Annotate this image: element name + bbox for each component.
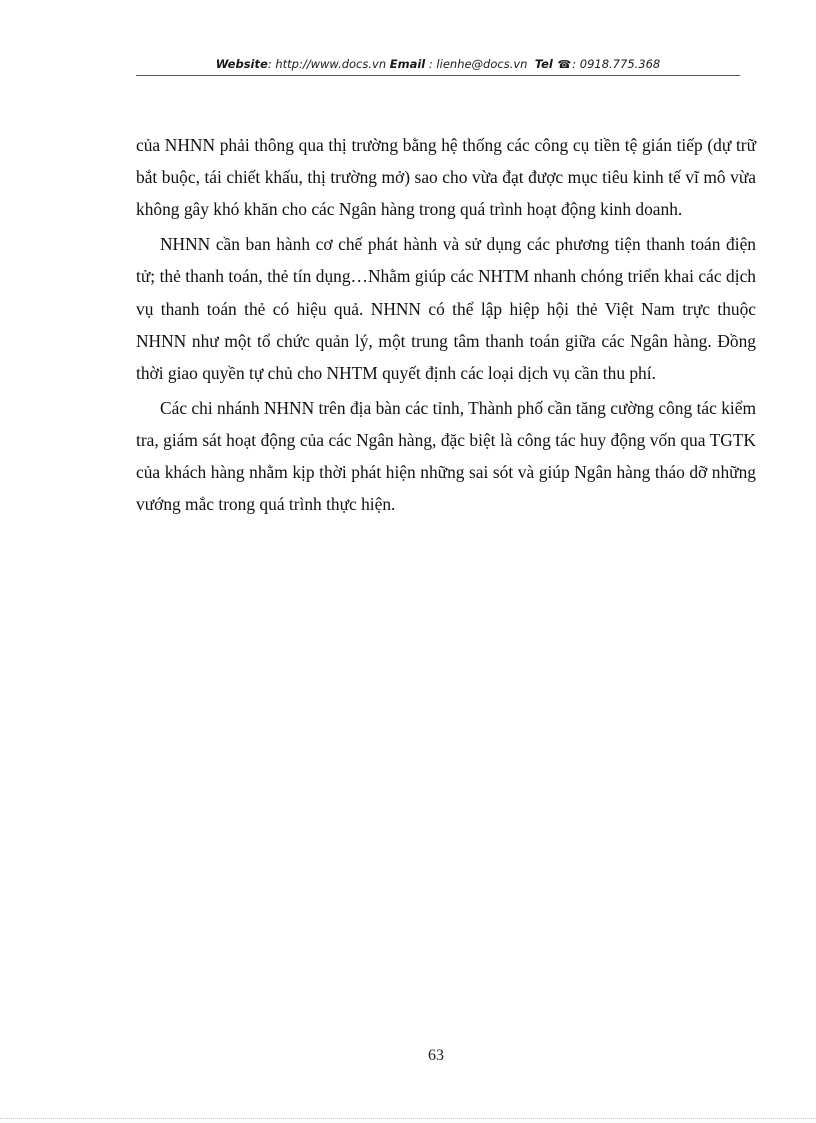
tel-label: Tel: [534, 57, 553, 71]
header-divider: [136, 75, 740, 76]
paragraph-electronic-payments: NHNN cần ban hành cơ chế phát hành và sử dụng các phương tiện thanh toán điện tử; thẻ thanh toán, thẻ tín dụng…Nhằm giúp các NHTM nhanh chóng triển khai các dịch vụ thanh toán thẻ có hiệu quả. NHNN có thể lập hiệp hội thẻ Việt Nam trực thuộc NHNN như một tổ chức quản lý, một trung tâm thanh toán giữa các Ngân hàng. Đồng thời giao quyền tự chủ cho NHTM quyết định các loại dịch vụ cần thu phí.: [136, 234, 756, 383]
website-label: Website: [215, 57, 268, 71]
page-number: 63: [428, 1047, 444, 1064]
email-label: Email: [389, 57, 426, 71]
website-url[interactable]: : http://www.docs.vn: [267, 57, 387, 71]
document-body: [136, 129, 756, 523]
paragraph-continued: của NHNN phải thông qua thị trường bằng hệ thống các công cụ tiền tệ gián tiếp (dự trữ bắt buộc, tái chiết khấu, thị trường mở) sao cho vừa đạt được mục tiêu kinh tế vĩ mô vừa không gây khó khăn cho các Ngân hàng trong quá trình hoạt động kinh doanh.: [136, 135, 756, 220]
email-address[interactable]: : lienhe@docs.vn: [425, 57, 528, 71]
tel-number: : 0918.775.368: [572, 57, 661, 71]
page-header: [136, 56, 740, 73]
page-bottom-border: [0, 1118, 816, 1119]
phone-icon: ☎: [557, 58, 572, 71]
paragraph-branch-supervision: Các chi nhánh NHNN trên địa bàn các tỉnh, Thành phố cần tăng cường công tác kiểm tra, giám sát hoạt động của các Ngân hàng, đặc biệt là công tác huy động vốn qua TGTK của khách hàng nhằm kịp thời phát hiện những sai sót và giúp Ngân hàng tháo dỡ những vướng mắc trong quá trình thực hiện.: [136, 397, 756, 515]
